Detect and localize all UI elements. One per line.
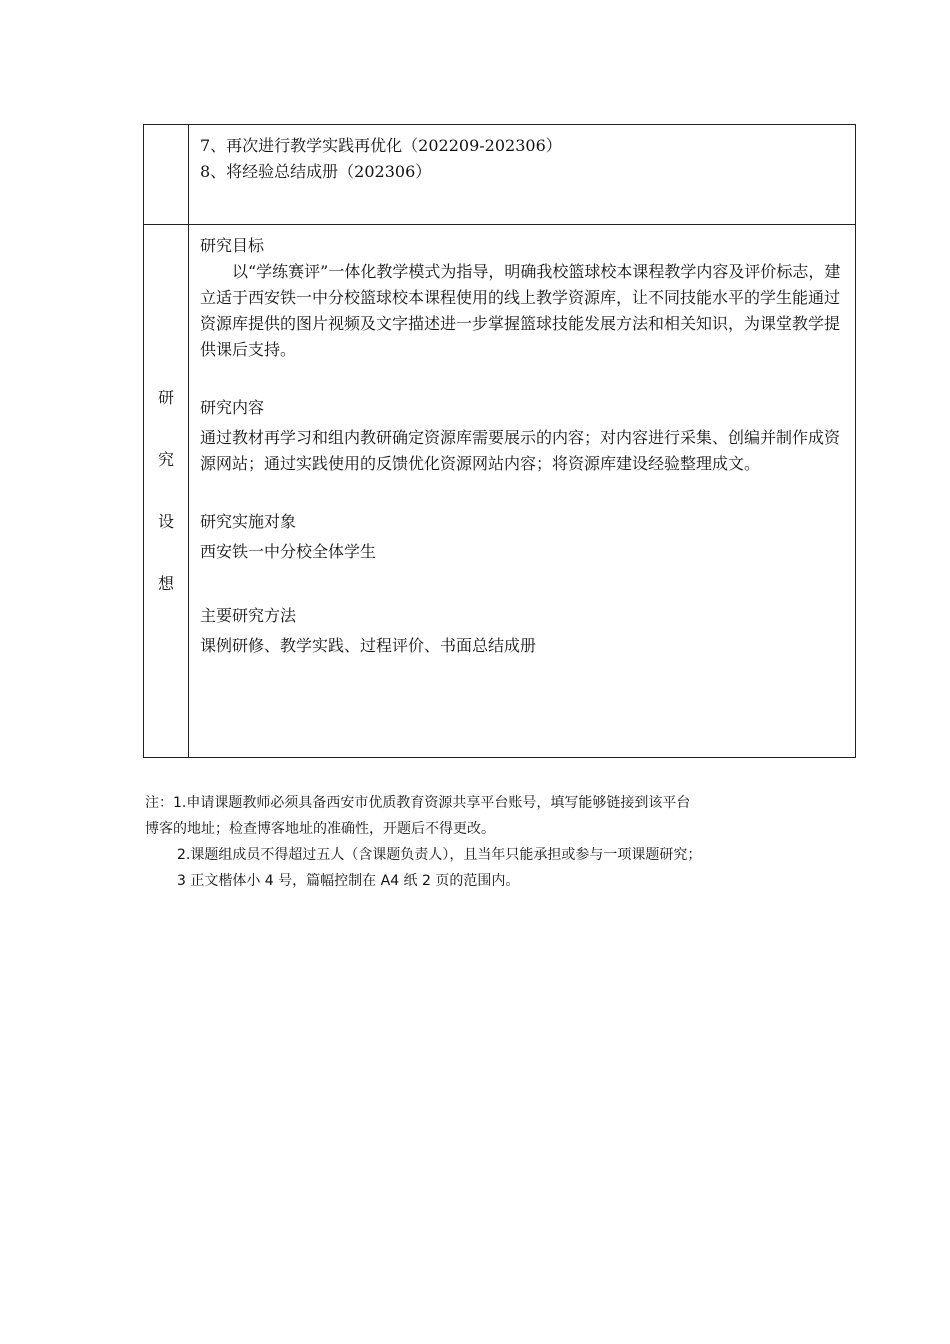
- timeline-step-7: 7、再次进行教学实践再优化（202209-202306）: [200, 136, 562, 155]
- timeline-content-cell: [189, 125, 856, 225]
- method-heading: 主要研究方法: [200, 606, 297, 625]
- label-char-1: 研: [157, 388, 174, 407]
- content-text: 通过教材再学习和组内教研确定资源库需要展示的内容；对内容进行采集、创编并制作成资源网站；通过实践使用的反馈优化资源网站内容；将资源库建设经验整理成文。: [200, 428, 841, 473]
- note-2: 2.课题组成员不得超过五人（含课题负责人），且当年只能承担或参与一项课题研究；: [177, 847, 702, 863]
- note-3: 3 正文楷体小 4 号，篇幅控制在 A4 纸 2 页的范围内。: [177, 873, 520, 889]
- research-plan-row: [144, 225, 856, 758]
- note-1-line-1: 注：1.申请课题教师必须具备西安市优质教育资源共享平台账号，填写能够链接到该平台: [145, 795, 691, 811]
- goal-heading: 研究目标: [200, 236, 265, 255]
- method-text: 课例研修、教学实践、过程评价、书面总结成册: [200, 636, 537, 655]
- timeline-row: [144, 125, 856, 225]
- timeline-step-8: 8、将经验总结成册（202306）: [200, 162, 432, 181]
- label-char-2: 究: [157, 450, 174, 469]
- object-text: 西安铁一中分校全体学生: [200, 542, 377, 561]
- timeline-label-cell: [144, 125, 189, 225]
- content-heading: 研究内容: [200, 398, 265, 417]
- label-char-4: 想: [157, 574, 174, 593]
- note-1-line-2: 博客的地址；检查博客地址的准确性，开题后不得更改。: [145, 821, 495, 837]
- research-plan-label: [144, 225, 189, 758]
- notes-section: [145, 790, 825, 894]
- research-plan-content: [189, 225, 856, 758]
- label-char-3: 设: [157, 512, 174, 531]
- application-form-table: [143, 124, 856, 758]
- goal-text: 以“学练赛评”一体化教学模式为指导，明确我校篮球校本课程教学内容及评价标志，建立适于西安铁一中分校篮球校本课程使用的线上教学资源库，让不同技能水平的学生能通过资源库提供的图片视频及文字描述进一步掌握篮球技能发展方法和相关知识，为课堂教学提供课后支持。: [200, 262, 841, 359]
- object-heading: 研究实施对象: [200, 512, 297, 531]
